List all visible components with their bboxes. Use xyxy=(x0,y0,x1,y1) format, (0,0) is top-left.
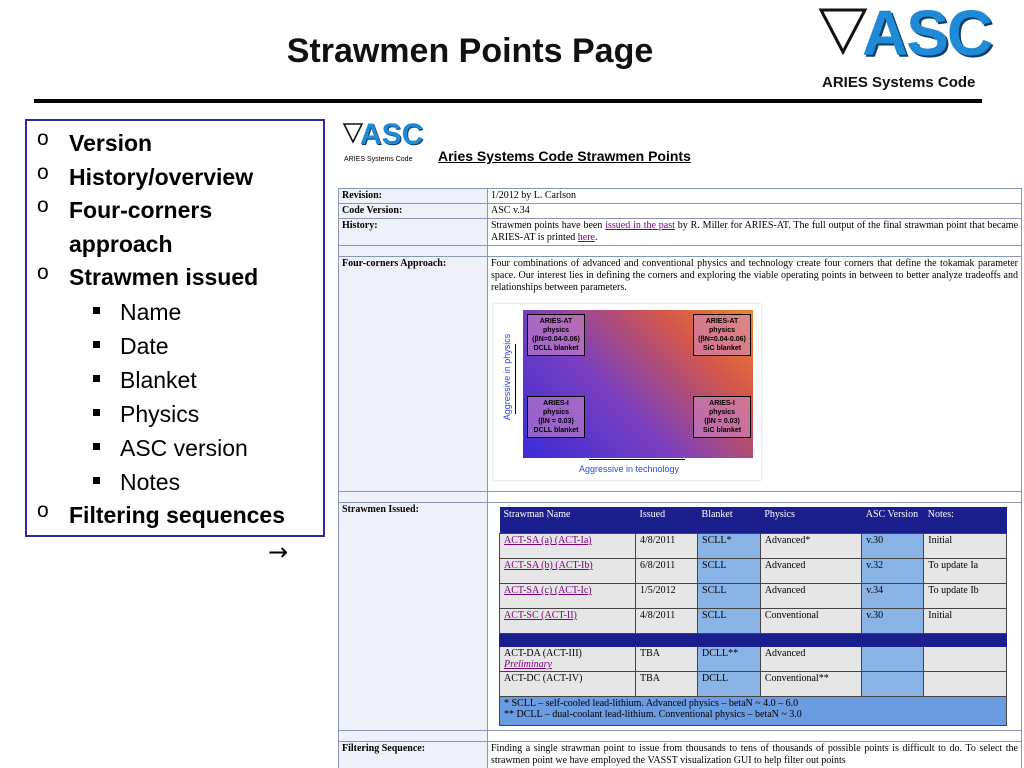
table-row xyxy=(500,647,1007,672)
notes-cell: To update Ia xyxy=(924,559,1007,584)
issued-cell: 6/8/2011 xyxy=(636,559,698,584)
revision-value: 1/2012 by L. Carlson xyxy=(488,189,1022,204)
row-revision xyxy=(339,189,1022,204)
table-row xyxy=(500,559,1007,584)
blanket-cell: DCLL xyxy=(698,672,761,697)
asc-version-cell xyxy=(862,672,924,697)
col-blanket: Blanket xyxy=(698,507,761,534)
physics-cell: Advanced xyxy=(760,647,861,672)
col-physics: Physics xyxy=(760,507,861,534)
physics-axis-arrow xyxy=(515,344,516,414)
corner-tr: ARIES-AT physics (βN=0.04-0.06) SiC blanket xyxy=(693,314,751,356)
four-corners-diagram xyxy=(493,304,761,480)
row-strawmen-issued xyxy=(339,503,1022,731)
outline-item-strawmen: o Strawmen issued xyxy=(37,261,259,290)
history-label: History: xyxy=(339,219,488,246)
notes-cell xyxy=(924,672,1007,697)
asc-version-cell: v.32 xyxy=(862,559,924,584)
issued-cell: TBA xyxy=(636,647,698,672)
revision-label: Revision: xyxy=(339,189,488,204)
outline-item-history: o History/overview xyxy=(37,160,254,190)
outline-subitem-name: Name xyxy=(27,295,323,329)
arrow-icon: → xyxy=(268,538,289,566)
logo-subtitle: ARIES Systems Code xyxy=(822,74,976,91)
circle-bullet-icon: o xyxy=(37,498,49,522)
filtering-value: Finding a single strawman point to issue from thousands to tens of thousands of possible points is difficult to do. To select the strawmen point we have employed the VASST visualization GUI to help filter out points xyxy=(488,742,1022,768)
row-history xyxy=(339,219,1022,246)
square-bullet-icon xyxy=(93,477,100,484)
four-corners-value xyxy=(488,257,1022,492)
asc-version-cell: v.34 xyxy=(862,584,924,609)
row-filtering xyxy=(339,742,1022,768)
preliminary-link[interactable]: Preliminary xyxy=(504,659,552,670)
circle-bullet-icon: o xyxy=(37,160,49,184)
physics-cell: Advanced xyxy=(760,584,861,609)
outline-item-filtering: o Filtering sequences xyxy=(37,498,286,528)
table-row xyxy=(500,534,1007,559)
slide-title: Strawmen Points Page xyxy=(286,32,654,70)
web-logo xyxy=(342,118,432,166)
square-bullet-icon xyxy=(93,307,100,314)
physics-cell: Advanced* xyxy=(760,534,861,559)
issued-cell: TBA xyxy=(636,672,698,697)
strawmen-issued-value xyxy=(488,503,1022,731)
corner-br: ARIES-I physics (βN = 0.03) SiC blanket xyxy=(693,396,751,438)
blanket-cell: SCLL xyxy=(698,584,761,609)
table-row xyxy=(500,609,1007,634)
info-table xyxy=(338,188,1022,768)
col-asc-version: ASC Version xyxy=(862,507,924,534)
code-version-value: ASC v.34 xyxy=(488,204,1022,219)
y-axis-label: Aggressive in physics xyxy=(502,333,512,421)
table-row xyxy=(500,672,1007,697)
code-version-label: Code Version: xyxy=(339,204,488,219)
technology-axis-arrow xyxy=(589,459,685,460)
circle-bullet-icon: o xyxy=(37,194,49,217)
row-code-version xyxy=(339,204,1022,219)
circle-bullet-icon: o xyxy=(37,261,49,284)
square-bullet-icon xyxy=(93,409,100,416)
asc-version-cell: v.30 xyxy=(862,609,924,634)
strawmen-issued-label: Strawmen Issued: xyxy=(339,503,488,731)
title-divider xyxy=(34,99,982,103)
spacer-row xyxy=(339,492,1022,503)
four-corners-text: Four combinations of advanced and conventional physics and technology create four corners that define the tokamak parameter space. Our interest lies in defining the corners and exploring the viable operating points in between to better analyze tradeoffs and relationships between parameters. xyxy=(491,258,1018,293)
col-notes: Notes: xyxy=(924,507,1007,534)
blanket-cell: SCLL xyxy=(698,559,761,584)
web-logo-subtitle: ARIES Systems Code xyxy=(344,156,413,163)
x-axis-label: Aggressive in technology xyxy=(579,464,680,474)
square-bullet-icon xyxy=(93,341,100,348)
notes-cell: To update Ib xyxy=(924,584,1007,609)
strawman-name-cell: ACT-DA (ACT-III) Preliminary xyxy=(500,647,636,672)
outline-box xyxy=(25,119,325,537)
blanket-cell: DCLL** xyxy=(698,647,761,672)
notes-cell: Initial xyxy=(924,609,1007,634)
circle-bullet-icon: o xyxy=(37,127,49,150)
outline-subitem-notes: Notes xyxy=(27,465,323,499)
strawman-link[interactable]: ACT-SA (b) (ACT-Ib) xyxy=(504,560,593,571)
outline-subitem-asc-version: ASC version xyxy=(27,431,323,465)
table-row xyxy=(500,584,1007,609)
footnote-row xyxy=(500,697,1007,726)
blanket-cell: SCLL xyxy=(698,609,761,634)
strawman-link[interactable]: ACT-SA (a) (ACT-Ia) xyxy=(504,535,592,546)
outline-item-four-corners: o Four-corners xyxy=(37,194,213,223)
spacer-row xyxy=(339,731,1022,742)
col-issued: Issued xyxy=(636,507,698,534)
spacer-row xyxy=(339,246,1022,257)
filtering-label: Filtering Sequence: xyxy=(339,742,488,768)
square-bullet-icon xyxy=(93,375,100,382)
blanket-cell: SCLL* xyxy=(698,534,761,559)
corner-tl: ARIES-AT physics (βN=0.04-0.06) DCLL blanket xyxy=(527,314,585,356)
outline-item-version: o Version xyxy=(37,127,153,156)
outline-subitem-date: Date xyxy=(27,329,323,363)
strawman-link[interactable]: ACT-SA (c) (ACT-Ic) xyxy=(504,585,592,596)
four-corners-label: Four-corners Approach: xyxy=(339,257,488,492)
notes-cell xyxy=(924,647,1007,672)
col-strawman-name: Strawman Name xyxy=(500,507,636,534)
strawman-link[interactable]: ACT-SC (ACT-II) xyxy=(504,610,577,621)
logo-word: ASC xyxy=(862,0,992,69)
footnotes: * SCLL – self-cooled lead-lithium. Advanced physics – betaN ~ 4.0 – 6.0 ** DCLL – dual-coolant lead-lithium. Conventional physics – betaN ~ 3.0 xyxy=(500,697,1007,726)
asc-logo xyxy=(818,0,1018,96)
physics-cell: Conventional** xyxy=(760,672,861,697)
physics-cell: Advanced xyxy=(760,559,861,584)
web-logo-word: ASC xyxy=(360,118,424,151)
row-four-corners xyxy=(339,257,1022,492)
strawmen-table xyxy=(499,507,1007,726)
nabla-icon xyxy=(818,6,868,56)
strawmen-header-row xyxy=(500,507,1007,534)
strawman-name-cell: ACT-DC (ACT-IV) xyxy=(500,672,636,697)
issued-cell: 4/8/2011 xyxy=(636,534,698,559)
corner-bl: ARIES-I physics (βN = 0.03) DCLL blanket xyxy=(527,396,585,438)
outline-subitem-blanket: Blanket xyxy=(27,363,323,397)
physics-cell: Conventional xyxy=(760,609,861,634)
square-bullet-icon xyxy=(93,443,100,450)
history-value: Strawmen points have been issued in the past by R. Miller for ARIES-AT. The full output of the final strawman point that became ARIES-AT is printed here. xyxy=(488,219,1022,246)
web-page-title: Aries Systems Code Strawmen Points xyxy=(438,148,691,164)
notes-cell: Initial xyxy=(924,534,1007,559)
asc-version-cell xyxy=(862,647,924,672)
asc-version-cell: v.30 xyxy=(862,534,924,559)
issued-in-past-link[interactable]: issued in the past xyxy=(605,220,675,231)
outline-item-four-corners-cont: approach xyxy=(69,230,173,257)
table-separator xyxy=(500,634,1007,647)
outline-subitem-physics: Physics xyxy=(27,397,323,431)
here-link[interactable]: here xyxy=(577,232,595,243)
issued-cell: 4/8/2011 xyxy=(636,609,698,634)
issued-cell: 1/5/2012 xyxy=(636,584,698,609)
webpage-screenshot xyxy=(334,114,1024,768)
